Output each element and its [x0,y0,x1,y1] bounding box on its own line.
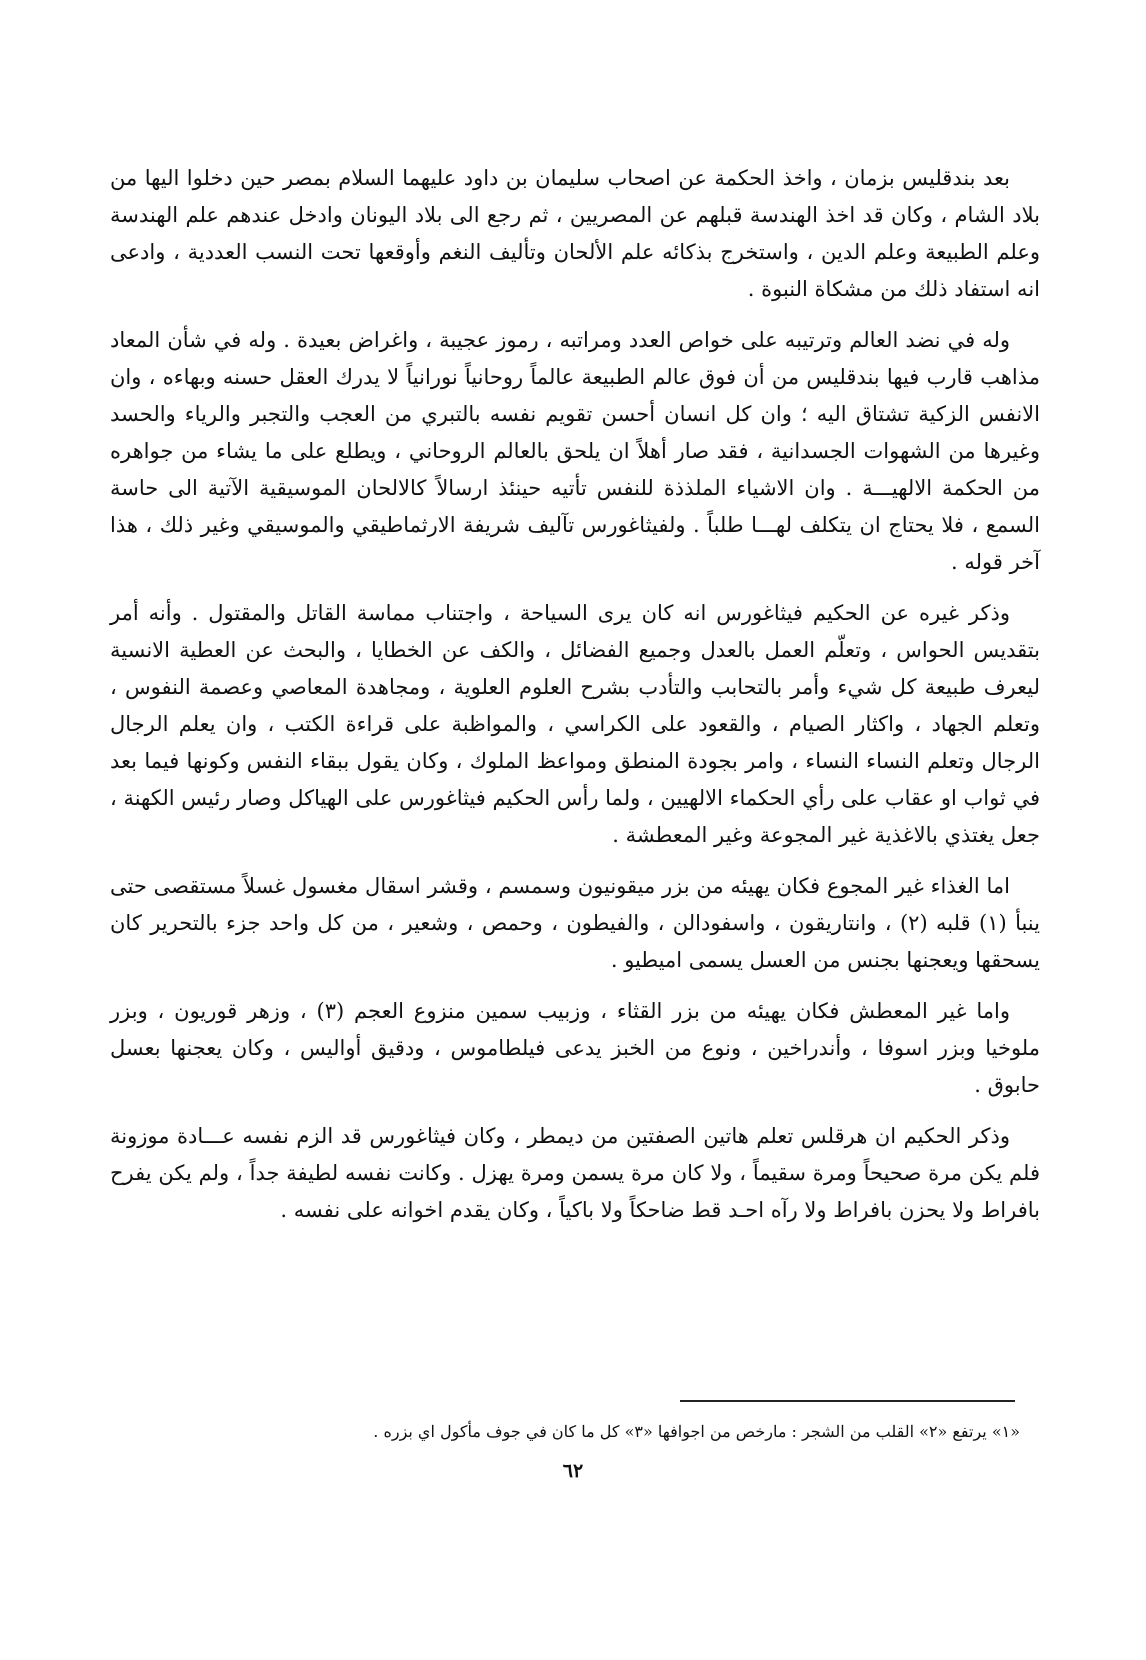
main-text [110,160,1040,1243]
paragraph-3: وذكر غيره عن الحكيم فيثاغورس انه كان يرى السياحة ، واجتناب مماسة القاتل والمقتول . وأنه أمر بتقديس الحواس ، وتعلّم العمل بالعدل وجميع الفضائل ، والكف عن الخطايا ، والبحث عن العطية الانسية ليعرف طبيعة كل شيء وأمر بالتحابب والتأدب بشرح العلوم العلوية ، ومجاهدة المعاصي وعصمة النفوس ، وتعلم الجهاد ، واكثار الصيام ، والقعود على الكراسي ، والمواظبة على قراءة الكتب ، وان يعلم الرجال الرجال وتعلم النساء النساء ، وامر بجودة المنطق ومواعظ الملوك ، وكان يقول ببقاء النفس وكونها فيما بعد في ثواب او عقاب على رأي الحكماء الالهيين ، ولما رأس الحكيم فيثاغورس على الهياكل وصار رئيس الكهنة ، جعل يغتذي بالاغذية غير المجوعة وغير المعطشة . [110,601,1040,847]
paragraph-6: وذكر الحكيم ان هرقلس تعلم هاتين الصفتين من ديمطر ، وكان فيثاغورس قد الزم نفسه عـــادة موزونة فلم يكن مرة صحيحاً ومرة سقيماً ، ولا كان مرة يسمن ومرة يهزل . وكانت نفسه لطيفة جداً ، ولم يكن يفرح بافراط ولا يحزن بافراط ولا رآه احـد قط ضاحكاً ولا باكياً ، وكان يقدم اخوانه على نفسه . [110,1124,1040,1222]
paragraph-5: واما غير المعطش فكان يهيئه من بزر القثاء ، وزبيب سمين منزوع العجم (٣) ، وزهر قوريون ، وبزر ملوخيا وبزر اسوفا ، وأندراخين ، ونوع من الخبز يدعى فيلطاموس ، ودقيق أواليس ، وكان يعجنها بعسل حابوق . [110,999,1040,1097]
paragraph-1: بعد بندقليس بزمان ، واخذ الحكمة عن اصحاب سليمان بن داود عليهما السلام بمصر حين دخلوا اليها من بلاد الشام ، وكان قد اخذ الهندسة قبلهم عن المصريين ، ثم رجع الى بلاد اليونان وادخل عندهم علم الهندسة وعلم الطبيعة وعلم الدين ، واستخرج بذكائه علم الألحان وتأليف النغم وأوقعها تحت النسب العددية ، وادعى انه استفاد ذلك من مشكاة النبوة . [110,166,1040,301]
page-number: ٦٢ [562,1460,584,1482]
footnote-divider [680,1400,1015,1402]
paragraph-2: وله في نضد العالم وترتيبه على خواص العدد ومراتبه ، رموز عجيبة ، واغراض بعيدة . وله في شأن المعاد مذاهب قارب فيها بندقليس من أن فوق عالم الطبيعة عالماً روحانياً نورانياً لا يدرك العقل حسنه وبهاءه ، وان الانفس الزكية تشتاق اليه ؛ وان كل انسان أحسن تقويم نفسه بالتبري من العجب والتجبر والرياء والحسد وغيرها من الشهوات الجسدانية ، فقد صار أهلاً ان يلحق بالعالم الروحاني ، ويطلع على ما يشاء من جواهره من الحكمة الالهيـــة . وان الاشياء الملذذة للنفس تأتيه حينئذ ارسالاً كالالحان الموسيقية الآتية الى حاسة السمع ، فلا يحتاج ان يتكلف لهـــا طلباً . ولفيثاغورس تآليف شريفة الارثماطيقي والموسيقي وغير ذلك ، هذا آخر قوله . [110,328,1040,574]
footnote: «١» يرتفع «٢» القلب من الشجر : مارخص من اجوافها «٣» كل ما كان في جوف مأكول اي بزره . [373,1422,1020,1441]
paragraph-4: اما الغذاء غير المجوع فكان يهيئه من بزر ميقونيون وسمسم ، وقشر اسقال مغسول غسلاً مستقصى حتى ينبأ (١) قلبه (٢) ، وانتاريقون ، واسفودالن ، والفيطون ، وحمص ، وشعير ، من كل واحد جزء بالتحرير كان يسحقها ويعجنها بجنس من العسل يسمى اميطيو . [110,874,1040,972]
